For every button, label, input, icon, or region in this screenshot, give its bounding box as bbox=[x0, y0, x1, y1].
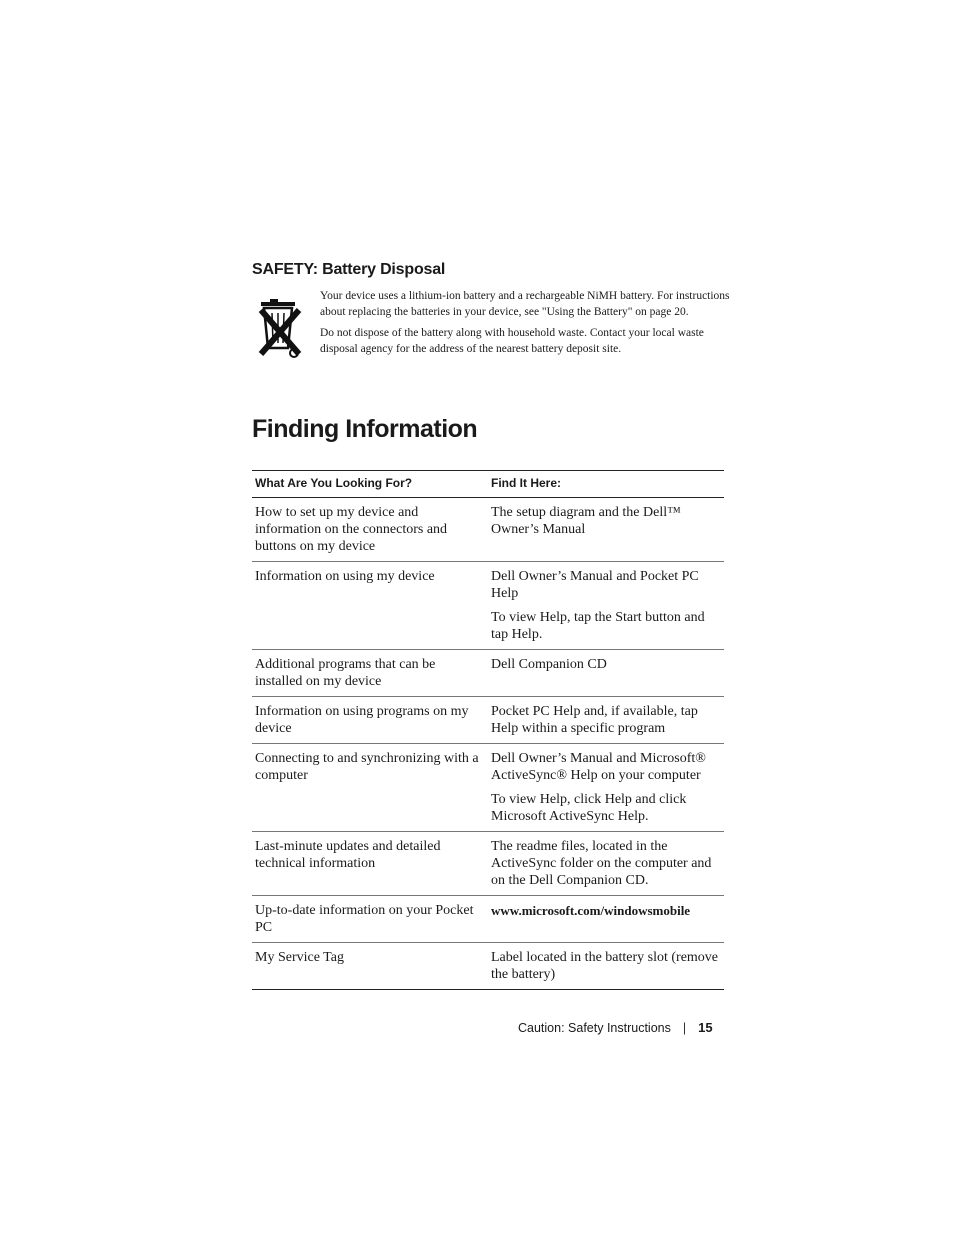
footer-section-title: Caution: Safety Instructions bbox=[518, 1021, 671, 1035]
footer-separator: | bbox=[682, 1021, 687, 1035]
row-question: My Service Tag bbox=[252, 943, 488, 990]
page-title: Finding Information bbox=[252, 415, 478, 443]
answer-text: Label located in the battery slot (remove the battery) bbox=[491, 950, 719, 982]
table-row bbox=[252, 697, 724, 744]
row-answer bbox=[488, 562, 724, 650]
answer-text: Pocket PC Help and, if available, tap Help within a specific program bbox=[491, 704, 698, 736]
safety-heading: SAFETY: Battery Disposal bbox=[252, 261, 446, 278]
answer-text: The setup diagram and the Dell™ Owner’s Manual bbox=[491, 505, 681, 537]
windows-mobile-link[interactable]: www.microsoft.com/windowsmobile bbox=[491, 903, 691, 918]
row-answer bbox=[488, 832, 724, 896]
row-question: Up-to-date information on your Pocket PC bbox=[252, 896, 488, 943]
answer-text: Dell Owner’s Manual and Pocket PC Help bbox=[491, 569, 699, 601]
row-question: Connecting to and synchronizing with a computer bbox=[252, 744, 488, 832]
answer-instructions: To view Help, tap the Start button and tap Help. bbox=[491, 610, 705, 642]
table-row bbox=[252, 562, 724, 650]
table-header-row bbox=[252, 471, 724, 498]
answer-text: The readme files, located in the ActiveSync folder on the computer and on the Dell Companion CD. bbox=[491, 839, 712, 888]
row-question: Last-minute updates and detailed technical information bbox=[252, 832, 488, 896]
safety-body bbox=[320, 289, 730, 363]
finding-information-table bbox=[252, 470, 724, 990]
row-answer bbox=[488, 943, 724, 990]
row-question: Information on using my device bbox=[252, 562, 488, 650]
row-answer bbox=[488, 697, 724, 744]
table-row bbox=[252, 943, 724, 990]
row-question: Information on using programs on my device bbox=[252, 697, 488, 744]
answer-text: Dell Companion CD bbox=[491, 657, 607, 672]
row-answer bbox=[488, 650, 724, 697]
table-row bbox=[252, 744, 724, 832]
safety-paragraph-disposal: Do not dispose of the battery along with household waste. Contact your local waste disposal agency for the address of the nearest battery deposit site. bbox=[320, 327, 704, 355]
page-number: 15 bbox=[698, 1020, 713, 1035]
answer-text: Dell Owner’s Manual and Microsoft® ActiveSync® Help on your computer bbox=[491, 751, 706, 783]
page-footer bbox=[518, 1020, 713, 1035]
row-answer bbox=[488, 744, 724, 832]
table-row bbox=[252, 498, 724, 562]
safety-paragraph-batteries: Your device uses a lithium-ion battery and a rechargeable NiMH battery. For instructions about replacing the batteries in your device, see "Using the Battery" on page 20. bbox=[320, 290, 730, 318]
row-question: How to set up my device and information on the connectors and buttons on my device bbox=[252, 498, 488, 562]
answer-instructions: To view Help, click Help and click Microsoft ActiveSync Help. bbox=[491, 792, 687, 824]
row-question: Additional programs that can be installed on my device bbox=[252, 650, 488, 697]
row-answer bbox=[488, 498, 724, 562]
row-answer bbox=[488, 896, 724, 943]
table-row bbox=[252, 832, 724, 896]
column-header-question: What Are You Looking For? bbox=[252, 471, 488, 498]
table-row bbox=[252, 650, 724, 697]
table-row bbox=[252, 896, 724, 943]
column-header-answer: Find It Here: bbox=[488, 471, 724, 498]
crossed-out-wheelie-bin-icon bbox=[257, 298, 303, 360]
